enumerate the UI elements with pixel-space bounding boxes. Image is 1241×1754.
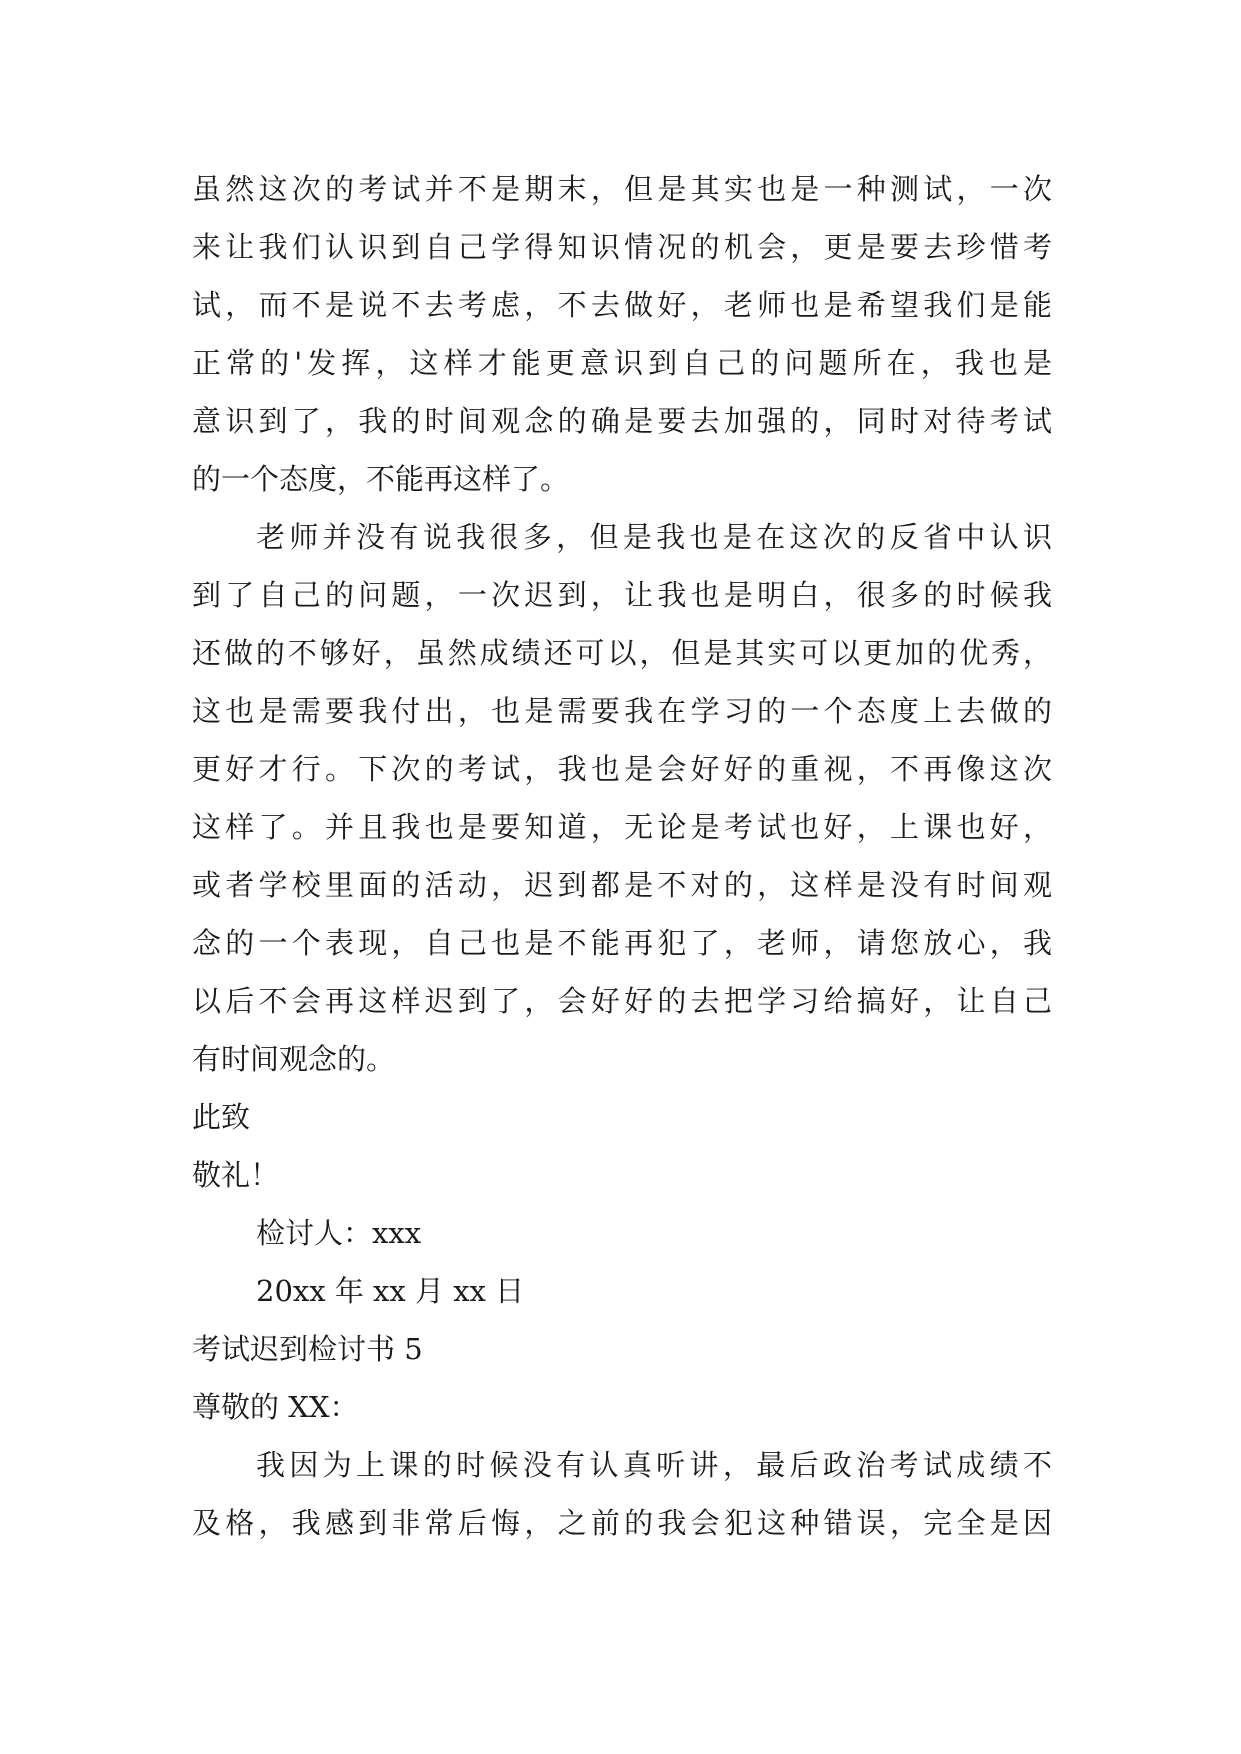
text-line: 有时间观念的。 <box>192 1042 396 1076</box>
text-line: 来让我们认识到自己学得知识情况的机会，更是要去珍惜考 <box>192 230 1052 264</box>
text-line: 念的一个表现，自己也是不能再犯了，老师，请您放心，我 <box>192 926 1052 960</box>
text-line: 或者学校里面的活动，迟到都是不对的，这样是没有时间观 <box>192 868 1052 902</box>
text-line: 考试迟到检讨书 5 <box>192 1332 423 1366</box>
text-line: 20xx 年 xx 月 xx 日 <box>256 1274 525 1308</box>
text-line: 的一个态度，不能再这样了。 <box>192 462 570 496</box>
text-line: 虽然这次的考试并不是期末，但是其实也是一种测试，一次 <box>192 172 1052 206</box>
document-body <box>192 160 1052 1552</box>
text-line: 我因为上课的时候没有认真听讲，最后政治考试成绩不 <box>256 1448 1052 1482</box>
text-line: 尊敬的 XX： <box>192 1390 359 1424</box>
text-line: 敬礼！ <box>192 1158 280 1192</box>
text-line: 试，而不是说不去考虑，不去做好，老师也是希望我们是能 <box>192 288 1052 322</box>
text-line: 以后不会再这样迟到了，会好好的去把学习给搞好，让自己 <box>192 984 1052 1018</box>
text-line: 还做的不够好，虽然成绩还可以，但是其实可以更加的优秀， <box>192 636 1052 670</box>
text-line: 到了自己的问题，一次迟到，让我也是明白，很多的时候我 <box>192 578 1052 612</box>
text-line: 检讨人：xxx <box>256 1216 422 1250</box>
text-line: 及格，我感到非常后悔，之前的我会犯这种错误，完全是因 <box>192 1506 1052 1540</box>
text-line: 意识到了，我的时间观念的确是要去加强的，同时对待考试 <box>192 404 1052 438</box>
text-line: 老师并没有说我很多，但是我也是在这次的反省中认识 <box>256 520 1052 554</box>
text-line: 这样了。并且我也是要知道，无论是考试也好，上课也好， <box>192 810 1052 844</box>
text-line: 正常的'发挥，这样才能更意识到自己的问题所在，我也是 <box>192 346 1052 380</box>
text-line: 更好才行。下次的考试，我也是会好好的重视，不再像这次 <box>192 752 1052 786</box>
text-line: 此致 <box>192 1100 251 1134</box>
text-line: 这也是需要我付出，也是需要我在学习的一个态度上去做的 <box>192 694 1052 728</box>
